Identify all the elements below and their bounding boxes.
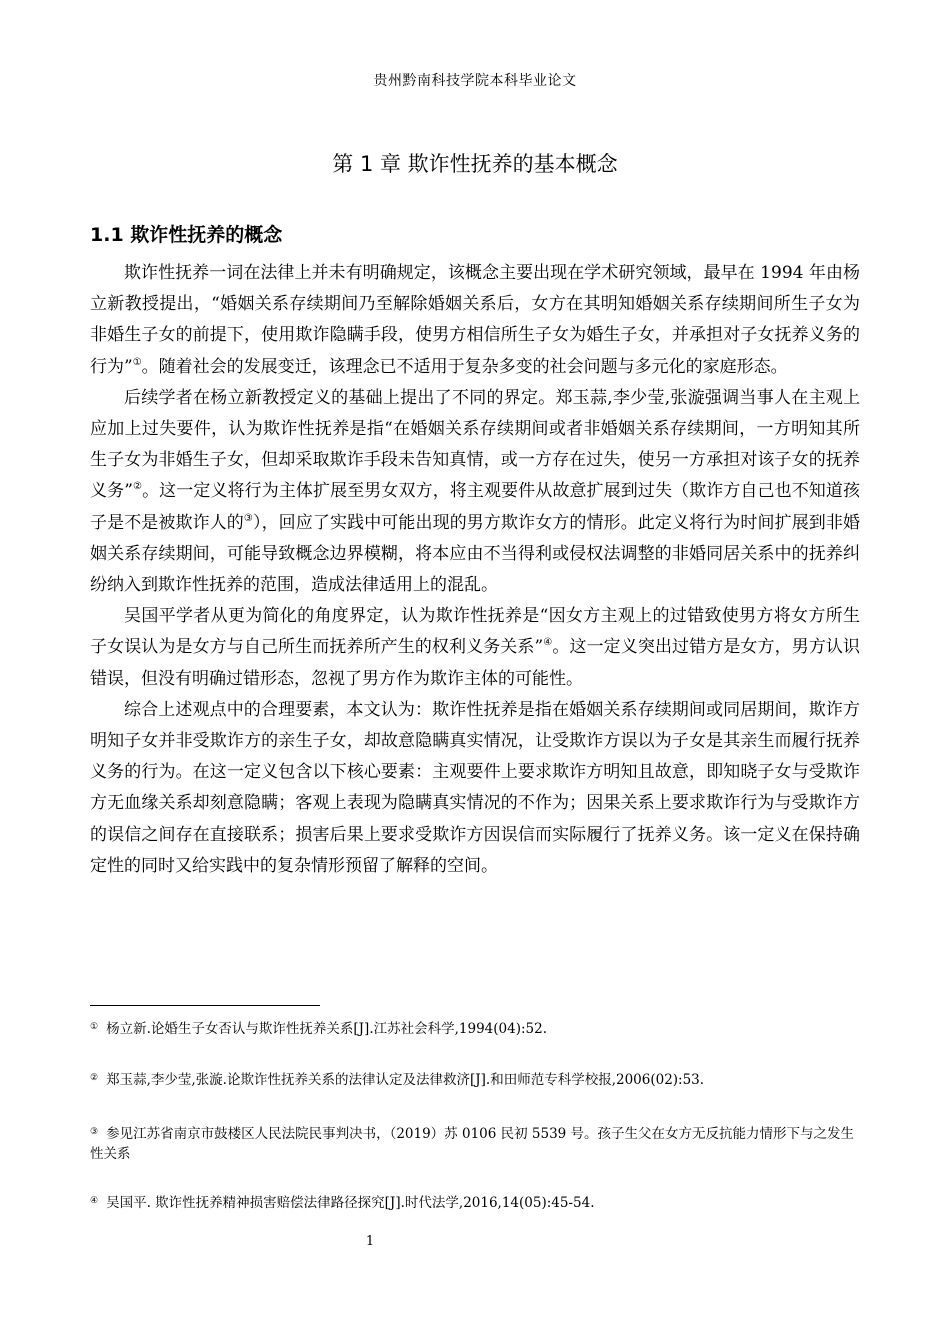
footnote-divider	[90, 1005, 320, 1006]
footnote-mark: ④	[90, 1196, 99, 1206]
footnote-text: 吴国平. 欺诈性抚养精神损害赔偿法律路径探究[J].时代法学,2016,14(05):45-54.	[106, 1195, 595, 1211]
paragraph-text: 。这一定义将行为主体扩展至男女双方，将主观要件从故意扩展到过失（欺诈方自己也不知道孩子是不是被欺诈人的	[90, 481, 861, 533]
paragraph-text: 综合上述观点中的合理要素，本文认为：欺诈性抚养是指在婚姻关系存续期间或同居期间，欺诈方明知子女并非受欺诈方的亲生子女，却故意隐瞒真实情况，让受欺诈方误以为子女是其亲生而履行抚养义务的行为。在这一定义包含以下核心要素：主观要件上要求欺诈方明知且故意，即知晓子女与受欺诈方无血缘关系却刻意隐瞒；客观上表现为隐瞒真实情况的不作为；因果关系上要求欺诈行为与受欺诈方的误信之间存在直接联系；损害后果上要求受欺诈方因误信而实际履行了抚养义务。该一定义在保持确定性的同时又给实践中的复杂情形预留了解释的空间。	[90, 699, 860, 876]
footnote-4	[90, 1191, 860, 1213]
footnote-3	[90, 1122, 860, 1164]
footnote-text: 参见江苏省南京市鼓楼区人民法院民事判决书，（2019）苏 0106 民初 5539 号。孩子生父在女方无反抗能力情形下与之发生性关系	[90, 1126, 855, 1162]
footnote-ref-4[interactable]: ④	[543, 637, 553, 649]
paragraph-text: 。这一定义突出过错方是女方，男方认识错误，但没有明确过错形态，忽视了男方作为欺诈主体的可能性。	[90, 637, 861, 689]
section-title: 1.1 欺诈性抚养的概念	[90, 224, 283, 246]
paragraph-text: 后续学者在杨立新教授定义的基础上提出了不同的界定。郑玉蒜,李少莹,张漩强调当事人在主观上应加上过失要件，认为欺诈性抚养是指“在婚姻关系存续期间或者非婚姻关系存续期间，一方明知其所生子女为非婚生子女，但却采取欺诈手段未告知真情，或一方存在过失，使另一方承担对该子女的抚养义务”	[90, 387, 860, 502]
paragraph-text: 吴国平学者从更为简化的角度界定，认为欺诈性抚养是“因女方主观上的过错致使男方将女方所生子女误认为是女方与自己所生而抚养所产生的权利义务关系”	[90, 606, 860, 658]
paragraph-3	[90, 601, 860, 695]
paragraph-text: 。随着社会的发展变迁，该理念已不适用于复杂多变的社会问题与多元化的家庭形态。	[141, 356, 788, 377]
chapter-title: 第 1 章 欺诈性抚养的基本概念	[332, 152, 618, 176]
footnote-mark: ③	[90, 1127, 99, 1137]
footnote-2	[90, 1068, 860, 1090]
running-header: 贵州黔南科技学院本科毕业论文	[373, 73, 577, 89]
paragraph-1	[90, 258, 860, 383]
footnote-mark: ①	[90, 1022, 99, 1032]
page-number: 1	[365, 1234, 375, 1249]
footnote-text: 郑玉蒜,李少莹,张漩.论欺诈性抚养关系的法律认定及法律救济[J].和田师范专科学校报,2006(02):53.	[106, 1072, 705, 1088]
footnote-ref-3[interactable]: ③	[243, 512, 253, 524]
footnote-ref-2[interactable]: ②	[132, 481, 143, 493]
footnote-1	[90, 1017, 860, 1039]
paragraph-4	[90, 695, 860, 882]
body-text	[90, 258, 860, 882]
footnote-text: 杨立新.论婚生子女否认与欺诈性抚养关系[J].江苏社会科学,1994(04):52.	[106, 1021, 547, 1037]
paragraph-2	[90, 383, 860, 601]
paragraph-text: ），回应了实践中可能出现的男方欺诈女方的情形。此定义将行为时间扩展到非婚姻关系存续期间，可能导致概念边界模糊，将本应由不当得利或侵权法调整的非婚同居关系中的抚养纠纷纳入到欺诈性抚养的范围，造成法律适用上的混乱。	[90, 512, 861, 596]
footnote-mark: ②	[90, 1073, 99, 1083]
footnote-ref-1[interactable]: ①	[132, 356, 142, 368]
paragraph-text: 欺诈性抚养一词在法律上并未有明确规定，该概念主要出现在学术研究领域，最早在 1994 年由杨立新教授提出，“婚姻关系存续期间乃至解除婚姻关系后，女方在其明知婚姻关系存续期间所生子女为非婚生子女的前提下，使用欺诈隐瞒手段，使男方相信所生子女为婚生子女，并承担对子女抚养义务的行为”	[90, 263, 860, 377]
